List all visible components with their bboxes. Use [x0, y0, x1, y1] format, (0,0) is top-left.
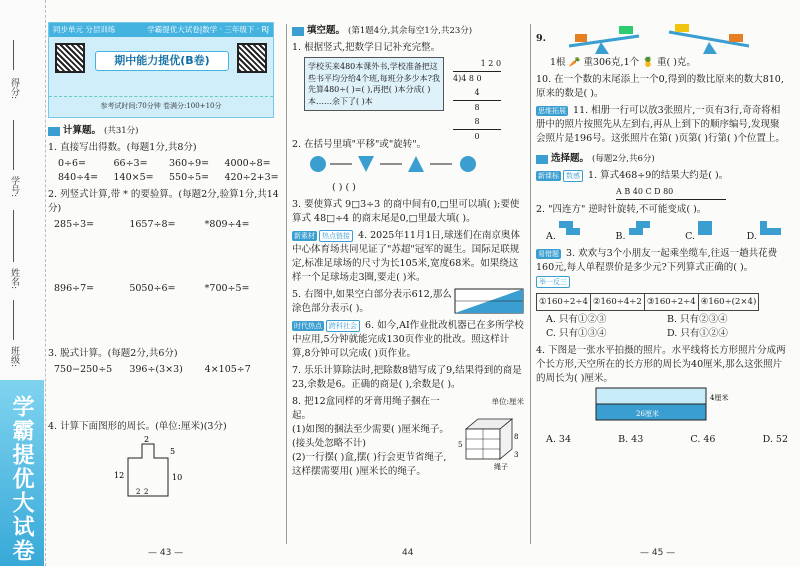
ld-row: 8	[474, 117, 480, 126]
q2-blanks[interactable]: ( ) ( )	[332, 182, 356, 193]
class-line	[13, 300, 14, 340]
question-6	[292, 319, 524, 361]
tetromino-icon	[629, 221, 657, 239]
thinking-tag: 思维拓展	[538, 107, 566, 115]
id-label: 学号:	[9, 176, 19, 198]
option-a[interactable]: A. 34	[546, 434, 571, 445]
extension-tag: 举一反三	[536, 276, 570, 288]
header-right-tag: 学霸提优大试卷|数学 · 三年级下 · RJ	[147, 25, 269, 34]
work-space[interactable]	[48, 234, 280, 280]
question-6-text: 6. 如今,AI作业批改机器已在多所学校中应用,5分钟就能完成130页作业的批改。照这样计算,8分钟可以完成( )页作业。	[292, 320, 524, 359]
question-4-text: 4. 计算下面图形的周长。(单位:厘米)(3分)	[48, 421, 227, 432]
shape-transform-figure	[306, 152, 496, 176]
name-label: 姓名:	[9, 268, 19, 290]
number-line	[616, 185, 788, 200]
toothpaste-box-figure	[456, 409, 524, 471]
unit-label: 单位:厘米	[491, 397, 524, 406]
fig8-label: 5	[458, 441, 463, 449]
column-left	[48, 22, 280, 511]
q3-item: 750−250÷5	[54, 364, 113, 375]
choice-4-text: 4. 下图是一张水平拍摄的照片。水平线将长方形照片分成两个长方形,天空所在的长方形的周长为40厘米,那么这张照片的周长为( )厘米。	[536, 345, 786, 384]
ld-dividend: 4)4 8 0	[453, 71, 501, 86]
expression: ④160÷(2×4)	[698, 293, 760, 311]
header-card	[48, 22, 274, 118]
diary-block	[304, 57, 524, 141]
question-2-text: 2. 在括号里填"平移"或"旋转"。	[292, 139, 427, 150]
option-b[interactable]: B.	[615, 221, 656, 244]
question-11-text: 11. 相册一行可以放3张照片,一页有3行,奇奇将相册中的照片按照先从左到右,再从上到下的顺序编号,发现聚会照片是196号。这张照片在第( )页第( )行第( )个位置上。	[536, 105, 785, 144]
new-material-tag: 新素材	[294, 232, 315, 240]
q3-item: 4×105÷7	[204, 364, 251, 375]
perimeter-figure	[88, 434, 198, 506]
section-marker-icon	[292, 27, 304, 36]
work-space[interactable]	[48, 379, 280, 417]
fig8-label: 3	[514, 451, 519, 459]
question-8-body	[292, 395, 454, 479]
number-sense-tag: 数感	[563, 170, 583, 182]
section-marker-icon	[536, 155, 548, 164]
q2-item: 5050÷6=	[129, 283, 176, 294]
question-8	[292, 395, 524, 479]
number-line-labels: A B 40 C D 80	[616, 187, 674, 196]
section-note: (共31分)	[104, 126, 139, 136]
question-9-text: 1根 🥕 重306克,1个 🍍 重( )克。	[550, 57, 696, 68]
balance-scale-figure	[549, 22, 779, 56]
column-right	[536, 22, 788, 447]
column-middle	[292, 22, 524, 479]
fig-label: 2	[144, 435, 150, 444]
page-number: — 45 —	[640, 548, 676, 558]
section-title: 填空题。	[307, 25, 346, 36]
new-standard-tag: 新课标	[538, 172, 559, 180]
q2-item: 285÷3=	[54, 219, 95, 230]
choice-4-options	[546, 433, 788, 447]
q2-item: *700÷5=	[204, 283, 250, 294]
q1-item: 840÷4=	[58, 172, 99, 183]
section-choice	[536, 152, 788, 166]
q1-item: 0÷6=	[58, 158, 87, 169]
question-11	[536, 104, 788, 146]
answer-option[interactable]: D. 只有①②④	[667, 328, 728, 339]
q2-item: *809÷4=	[204, 219, 250, 230]
question-8b-text: (2)一行摆( )盒,摆( )行会更节省绳子,这样摆需要用( )厘米长的绳子。	[292, 452, 447, 477]
question-9	[536, 22, 788, 56]
choice-1	[536, 169, 788, 183]
answer-option[interactable]: B. 只有②③④	[667, 314, 728, 325]
era-hotspot-tag: 时代热点	[294, 322, 322, 330]
tetromino-icon	[760, 221, 788, 239]
class-label: 班级:	[9, 346, 19, 368]
q1-item: 360÷9=	[169, 158, 210, 169]
fig-label: 5	[170, 447, 176, 456]
option-d[interactable]: D. 52	[762, 434, 788, 445]
photo-label: 26厘米	[636, 410, 659, 418]
number-line-axis	[616, 199, 726, 200]
rope-label: 绳子	[494, 463, 508, 471]
question-1-text: 1. 根据竖式,把数学日记补充完整。	[292, 42, 441, 53]
answer-option[interactable]: C. 只有①③④	[546, 328, 607, 339]
q1-item: 420÷2+3=	[224, 172, 279, 183]
toothpaste-figure	[454, 395, 524, 479]
choice-2-options	[546, 221, 788, 244]
page-number: — 43 —	[148, 548, 184, 558]
fig-label: 2	[136, 488, 141, 496]
q1-item: 66÷3=	[113, 158, 148, 169]
question-5	[292, 288, 524, 316]
brand-logo: 学霸提优大试卷	[9, 395, 34, 563]
question-8-text: 8. 把12盒同样的牙膏用绳子捆在一起。	[292, 396, 440, 421]
page-number: 44	[402, 548, 414, 558]
q1-item: 550÷5=	[169, 172, 210, 183]
question-7-text: 7. 乐乐计算除法时,把除数8错写成了9,结果得到的商是23,余数是6。正确的商是( ),余数是( )。	[292, 365, 522, 390]
q2-row	[54, 218, 280, 232]
fig-label: 2	[144, 488, 149, 496]
choice-1-text: 1. 算式468÷9的结果大约是( )。	[588, 170, 729, 181]
page-title: 期中能力提优(B卷)	[95, 51, 229, 71]
binding-strip	[0, 0, 46, 566]
q2-row	[54, 282, 280, 296]
tetromino-icon	[559, 221, 587, 239]
math-diary: 学校买来480本课外书,学校准备把这些书平均分给4个班,每班分多少本?我先算480÷( )=( ),再把( )本分成( )本……余下了( )本	[304, 57, 444, 111]
q1-item: 140×5=	[113, 172, 154, 183]
fraction-bar-figure	[454, 288, 524, 314]
section-note: (第1题4分,其余每空1分,共23分)	[348, 26, 473, 36]
expression: ③160÷2÷4	[644, 293, 699, 311]
section-marker-icon	[48, 127, 60, 136]
photo-label: 4厘米	[710, 394, 729, 402]
q1-items	[58, 157, 280, 185]
q3-row	[54, 363, 280, 377]
hotspot-tag: 热点链接	[319, 230, 353, 242]
exam-info: 参考试时间:70分钟 卷满分:100+10分	[49, 96, 273, 113]
photo-figure	[586, 386, 766, 424]
score-line	[13, 40, 14, 70]
section-note: (每题2分,共6分)	[592, 154, 655, 164]
question-3-text: 3. 脱式计算。(每题2分,共6分)	[48, 348, 178, 359]
question-4-text: 4. 2025年11月1日,球迷们在南京奥体中心体育场共同见证了"苏超"冠军的诞生。国际足联规定,标准足球场的尺寸为长105米,宽度68米。如果绕这样一个足球场走3圈,要走( )米。	[292, 230, 520, 283]
choice-3-text: 3. 欢欢与3个小朋友一起乘坐缆车,往返一趟共花费160元,每人单程票价是多少元?下列算式正确的( )。	[536, 248, 778, 273]
id-line	[13, 120, 14, 170]
error-prone-tag: 易错题	[538, 250, 559, 258]
q1-item: 4000÷8=	[224, 158, 271, 169]
expression: ②160÷4÷2	[590, 293, 645, 311]
choice-3	[536, 247, 788, 289]
expression: ①160÷2÷4	[536, 293, 591, 311]
q3-item: 396÷(3×3)	[129, 364, 183, 375]
question-10-text: 10. 在一个数的末尾添上一个0,得到的数比原来的数大810,原来的数是( )。	[536, 74, 784, 99]
column-divider	[286, 24, 287, 544]
cross-subject-tag: 跨科社会	[326, 320, 360, 332]
question-2-text: 2. 列竖式计算,带 * 的要验算。(每题2分,验算1分,共14分)	[48, 189, 279, 214]
choice-3-answers	[546, 313, 788, 341]
section-fill-blank	[292, 24, 524, 38]
ld-row: 4	[474, 88, 480, 97]
ld-row: 0	[453, 129, 501, 144]
q2-item: 896÷7=	[54, 283, 95, 294]
answer-option[interactable]: A. 只有①②③	[546, 314, 607, 325]
column-divider	[530, 24, 531, 544]
long-division	[453, 57, 502, 141]
fig-label: 12	[114, 471, 125, 480]
question-3-text: 3. 要使算式 9□3÷3 的商中间有0,□里可以填( );要使算式 48□÷4 的商末尾是0,□里最大填( )。	[292, 199, 520, 224]
option-c[interactable]: C. 46	[690, 434, 716, 445]
header-left-tag: 同步单元 分层训练	[53, 25, 116, 34]
fig-label: 10	[172, 473, 183, 482]
expressions-row	[536, 293, 788, 311]
question-5-text: 5. 右图中,如果空白部分表示612,那么涂色部分表示( )。	[292, 289, 452, 314]
q2-item: 1657÷8=	[129, 219, 176, 230]
qr-code-icon	[55, 43, 85, 73]
section-calculation	[48, 124, 280, 138]
ld-row: 8	[453, 100, 501, 115]
fig8-label: 8	[514, 433, 519, 441]
option-a[interactable]: A.	[546, 221, 587, 244]
option-b[interactable]: B. 43	[618, 434, 644, 445]
header-top	[49, 23, 273, 37]
option-d[interactable]: D.	[747, 221, 788, 244]
question-1-text: 1. 直接写出得数。(每题1分,共8分)	[48, 142, 197, 153]
question-8a-text: (1)如图的捆法至少需要( )厘米绳子。(接头处忽略不计)	[292, 424, 449, 449]
name-line	[13, 210, 14, 262]
tetromino-icon	[698, 221, 718, 239]
ld-quotient: 1 2 0	[480, 59, 502, 68]
section-title: 计算题。	[63, 125, 102, 136]
qr-code-icon	[237, 43, 267, 73]
question-9-num: 9.	[536, 33, 546, 44]
question-4	[292, 229, 524, 285]
work-space[interactable]	[48, 298, 280, 344]
score-label: 得分:	[9, 78, 19, 100]
section-title: 选择题。	[551, 153, 590, 164]
choice-2-text: 2. "四连方" 逆时针旋转,不可能变成( )。	[536, 204, 707, 215]
option-c[interactable]: C.	[685, 221, 718, 244]
